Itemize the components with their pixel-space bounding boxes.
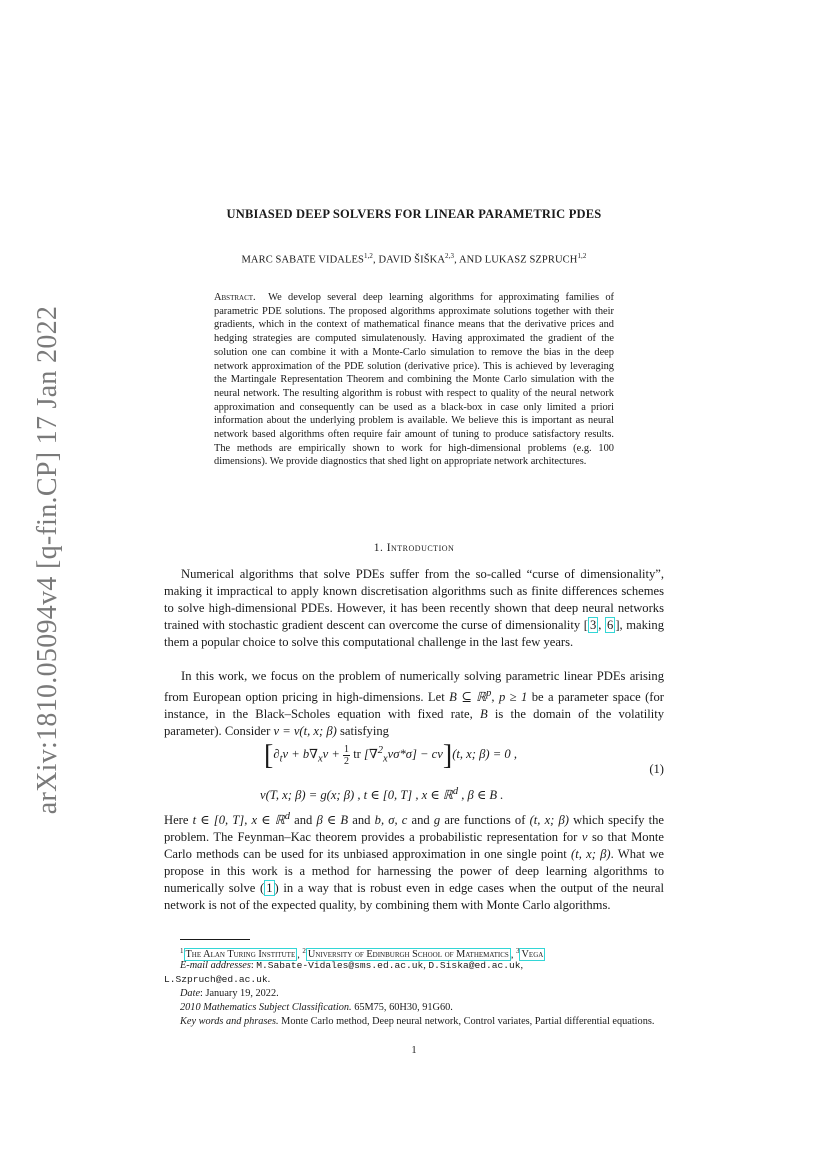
abstract-label: Abstract.: [214, 292, 256, 303]
footnote-rule: [180, 939, 250, 940]
citation-link[interactable]: 6: [607, 618, 614, 632]
affiliation-link-vega[interactable]: Vega: [521, 949, 544, 961]
affiliation-link-turing[interactable]: The Alan Turing Institute: [185, 949, 296, 961]
section-heading: 1. Introduction: [373, 542, 455, 554]
affiliations-footnote: $^1$ The Alan Turing Institute , $^2$ University of Edinburgh School of Mathematics , $^3$ Vega: [180, 947, 544, 961]
msc-footnote: 2010 Mathematics Subject Classification. 65M75, 60H30, 91G60.: [180, 1002, 453, 1013]
date-footnote: Date: January 19, 2022.: [180, 988, 279, 999]
equation-number: (1): [649, 762, 664, 776]
email-footnote: E-mail addresses: M.Sabate-Vidales@sms.ed.ac.uk, D.Siska@ed.ac.uk, L.Szpruch@ed.ac.uk.: [164, 960, 524, 985]
affiliation-link-edinburgh[interactable]: University of Edinburgh School of Mathematics: [307, 949, 509, 961]
intro-paragraph-3: Here t ∈ [0, T], x ∈ ℝ$^d$ and β ∈ B and b, σ, c and g are functions of (t, x; β) which specify the problem. The Feynman–Kac theorem provides a probabilistic representation for v so that Monte Carlo methods can be used for its unbiased approximation in one single point (t, x; β). What we propose in this work is a method for harnessing the power of deep learning algorithms to numerically solve ( 1 ) in a way that is robust even in edge cases when the output of the neural network is not of the expected quality, by combining them with Monte Carlo algorithms.: [164, 811, 665, 913]
intro-paragraph-2: In this work, we focus on the problem of numerically solving parametric linear PDEs arising from European option pricing in high-dimensions. Let B ⊆ ℝ$^p$, p ≥ 1 be a parameter space (for instance, in the Black–Scholes equation with fixed rate, B is the domain of the volatility parameter). Consider v = v(t, x; β) satisfying: [164, 669, 664, 739]
paper-title: UNBIASED DEEP SOLVERS FOR LINEAR PARAMETRIC PDES: [226, 207, 602, 221]
citation-link[interactable]: 3: [589, 618, 597, 632]
intro-paragraph-1: Numerical algorithms that solve PDEs suffer from the so-called “curse of dimensionality”, making it impractical to apply known discretisation algorithms such as finite differences schemes to solve high-dimensional PDEs. However, it has been recently shown that deep neural networks trained with stochastic gradient descent can overcome the curse of dimensionality [ 3 , 6 ], making them a popular choice to solve this computational challenge in the last few years.: [164, 567, 665, 649]
equation-line-1: [$\partial_tv + b\nabla_xv$ + $\frac{1}{2}$ tr [∇$^2_x$vσ*σ] − cv](t, x; β) = 0 ,: [264, 740, 517, 771]
arxiv-identifier: arXiv:1810.05094v4 [q-fin.CP] 17 Jan 2022: [32, 305, 63, 815]
keywords-footnote: Key words and phrases. Monte Carlo method, Deep neural network, Control variates, Partial differential equations.: [180, 1016, 655, 1027]
equation-1: [164, 738, 664, 808]
abstract: [214, 291, 614, 469]
arxiv-margin-stamp: [26, 250, 70, 870]
author-list: MARC SABATE VIDALES$^{1,2}$, DAVID ŠIŠKA$^{2,3}$, AND LUKASZ SZPRUCH$^{1,2}$: [241, 252, 587, 266]
page-number: 1: [411, 1045, 417, 1056]
equation-line-2: v(T, x; β) = g(x; β) , t ∈ [0, T] , x ∈ ℝ$^d$ , β ∈ B .: [260, 786, 504, 803]
equation-ref-link[interactable]: 1: [266, 881, 273, 896]
abstract-text: We develop several deep learning algorithms for approximating families of parametric PDE solutions. The proposed algorithms approximate solutions together with their gradients, which in the context of mathematical finance means that the derivative prices and hedging strategies are computed simulatenously. Having approximated the gradient of the solution one can combine it with a Monte-Carlo simulation to remove the bias in the deep network approximation of the PDE solution (derivative price). This is achieved by leveraging the Martingale Representation Theorem and combining the Monte Carlo simulation with the neural network. The resulting algorithm is robust with respect to quality of the neural network approximation and consequently can be used as a black-box in case only limited a priori information about the underlying problem is available. We believe this is important as neural network based algorithms often require fair amount of tuning to produce satisfactory results. The methods are empirically shown to work for high-dimensional problems (e.g. 100 dimensions). We provide diagnostics that shed light on appropriate network architectures.: [214, 292, 614, 468]
